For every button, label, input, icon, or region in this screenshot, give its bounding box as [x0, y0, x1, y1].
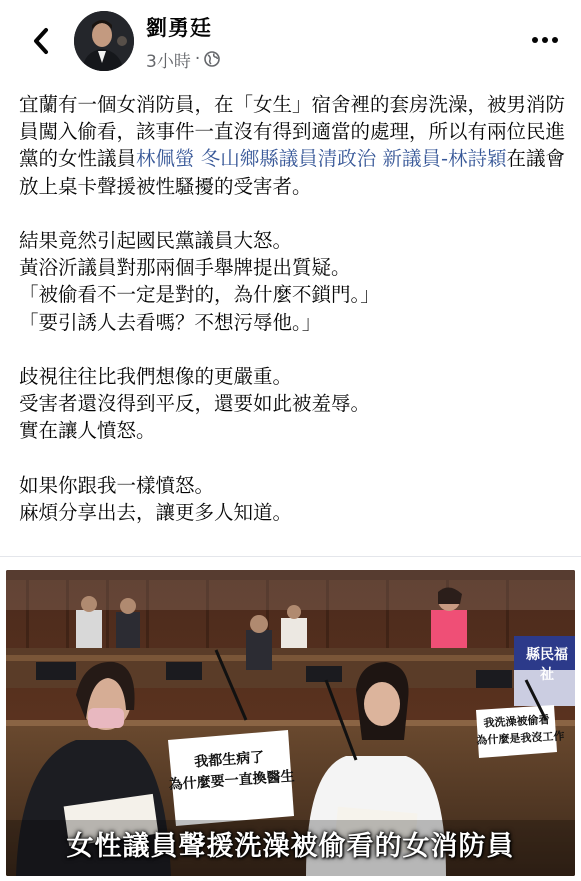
post-photo[interactable] [6, 570, 575, 876]
author-name[interactable]: 劉勇廷 [146, 16, 212, 40]
photo-caption: 女性議員聲援洗澡被偷看的女消防員 [66, 831, 515, 862]
post-paragraph-1: 宜蘭有一個女消防員，在「女生」宿舍裡的套房洗澡，被男消防員闖入偷看，該事件一直沒有得到適當的處理，所以有兩位民進黨的女性議員 [19, 93, 566, 171]
more-options-button[interactable] [528, 30, 562, 50]
timestamp[interactable]: 3小時 [146, 51, 191, 72]
more-dot [552, 37, 558, 43]
back-button[interactable] [26, 25, 56, 57]
post-paragraph-3: 歧視往往比我們想像的更嚴重。 受害者還沒得到平反，還要如此被羞辱。 實在讓人憤怒。 [19, 365, 371, 443]
photo-sign-right: 我洗澡被偷看 為什麼是我沒工作 [476, 713, 565, 748]
meta-separator: · [194, 49, 201, 69]
mention-link[interactable]: 林佩螢 [136, 147, 195, 171]
globe-icon [204, 51, 220, 67]
mention-link[interactable]: 新議員-林詩穎 [382, 147, 507, 171]
post-header [0, 0, 581, 84]
post-meta [146, 48, 220, 70]
divider [0, 556, 581, 557]
more-dots-icon [532, 37, 538, 43]
photo-banner-text: 縣民福祉 [526, 647, 568, 683]
chevron-left-icon [31, 27, 51, 55]
post-body [19, 91, 567, 526]
mention-link[interactable]: 冬山鄉縣議員清政治 [200, 147, 377, 171]
photo-sign-left: 我都生病了 為什麼要一直換醫生 [168, 749, 296, 794]
more-dot [542, 37, 548, 43]
avatar[interactable] [74, 11, 134, 71]
post-paragraph-4: 如果你跟我一樣憤怒。 麻煩分享出去，讓更多人知道。 [19, 473, 293, 525]
post-paragraph-1-end: 在議會放上桌卡聲援被性騷擾的受害者。 [19, 147, 566, 198]
post-paragraph-2: 結果竟然引起國民黨議員大怒。 黃浴沂議員對那兩個手舉牌提出質疑。 「被偷看不一定是對的，為什麼不鎖門。」 「要引誘人去看嗎？不想污辱他。」 [19, 229, 380, 334]
